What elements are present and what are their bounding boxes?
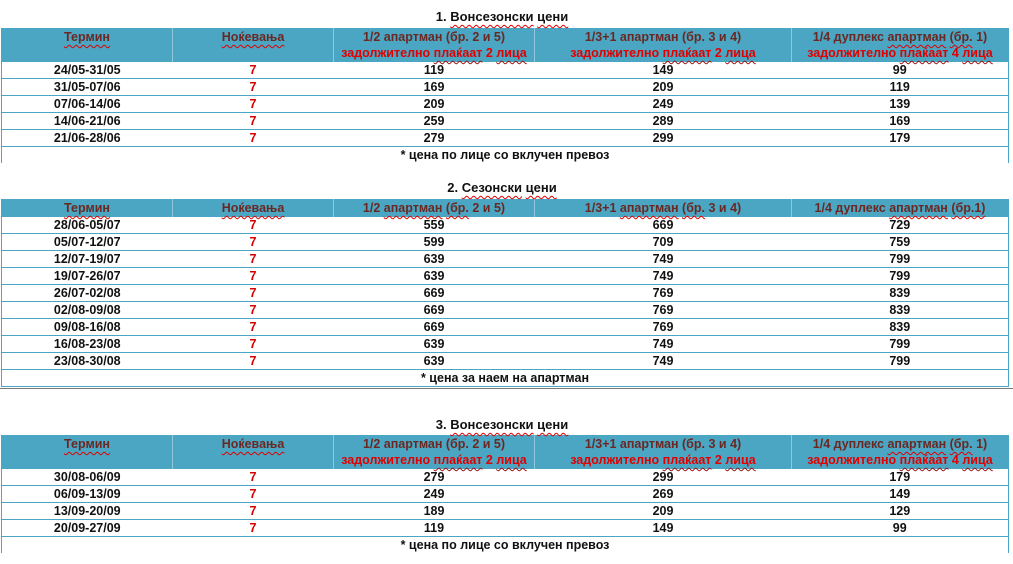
price-duplex-apartment-cell: 99 [792, 520, 1009, 537]
table-row [2, 62, 1009, 79]
column-header [173, 28, 334, 62]
table-header [2, 199, 1009, 217]
table-header [2, 28, 1009, 62]
price-duplex-apartment-cell: 729 [792, 217, 1009, 234]
table-body [2, 62, 1009, 147]
term-cell: 23/08-30/08 [2, 353, 173, 370]
price-duplex-apartment-cell: 799 [792, 268, 1009, 285]
nights-cell: 7 [173, 336, 334, 353]
misspelled-word: Термин [64, 30, 110, 44]
column-header [334, 435, 535, 469]
column-header [535, 28, 792, 62]
term-cell: 12/07-19/07 [2, 251, 173, 268]
column-header [535, 199, 792, 217]
price-duplex-apartment-cell: 169 [792, 113, 1009, 130]
term-cell: 07/06-14/06 [2, 96, 173, 113]
term-cell: 21/06-28/06 [2, 130, 173, 147]
price-duplex-apartment-cell: 179 [792, 130, 1009, 147]
footnote-row [2, 537, 1009, 554]
term-cell: 05/07-12/07 [2, 234, 173, 251]
nights-cell: 7 [173, 285, 334, 302]
term-cell: 20/09-27/09 [2, 520, 173, 537]
table-footer [2, 370, 1009, 387]
mandatory-pay-note: задолжително плаќаат 2 лица [570, 46, 756, 60]
misspelled-word: апартман [383, 201, 443, 215]
table-footnote: * цена по лице со вклучен превоз [400, 538, 610, 552]
price-half-apartment-cell: 169 [334, 79, 535, 96]
term-cell: 24/05-31/05 [2, 62, 173, 79]
table-body [2, 469, 1009, 537]
nights-cell: 7 [173, 251, 334, 268]
column-header-label: 1/2 апартман (бр. 2 и 5) [362, 201, 506, 215]
misspelled-word: плаќаат [662, 453, 712, 467]
offseason-price-table-section-3 [1, 417, 1003, 553]
price-half-apartment-cell: 669 [334, 319, 535, 336]
nights-cell: 7 [173, 503, 334, 520]
column-header-label [2, 436, 172, 452]
term-cell: 31/05-07/06 [2, 79, 173, 96]
term-cell: 09/08-16/08 [2, 319, 173, 336]
table-row [2, 486, 1009, 503]
price-third-apartment-cell: 749 [535, 268, 792, 285]
price-third-apartment-cell: 269 [535, 486, 792, 503]
mandatory-pay-note: задолжително плаќаат 2 лица [570, 453, 756, 467]
nights-cell: 7 [173, 268, 334, 285]
misspelled-word: апартман [887, 437, 947, 451]
column-header [792, 435, 1009, 469]
column-header-label: 1/2 апартман (бр. 2 и 5) [362, 437, 506, 451]
misspelled-word: Вонсезонски [450, 9, 534, 24]
price-duplex-apartment-cell: 139 [792, 96, 1009, 113]
misspelled-word: Сезонски [461, 180, 523, 195]
column-header-label: 1/3+1 апартман (бр. 3 и 4) [584, 201, 742, 215]
misspelled-word: лица [496, 46, 527, 60]
table-footer [2, 537, 1009, 554]
misspelled-word: апартман [889, 201, 948, 215]
price-duplex-apartment-cell: 799 [792, 336, 1009, 353]
term-cell: 19/07-26/07 [2, 268, 173, 285]
price-third-apartment-cell: 209 [535, 503, 792, 520]
misspelled-word: Ноќевања [221, 437, 285, 451]
misspelled-word: лица [962, 453, 993, 467]
term-cell: 30/08-06/09 [2, 469, 173, 486]
table-row [2, 469, 1009, 486]
misspelled-word: цени [537, 9, 569, 24]
misspelled-word: цени [537, 417, 569, 432]
term-cell: 16/08-23/08 [2, 336, 173, 353]
table-row [2, 251, 1009, 268]
price-third-apartment-cell: 209 [535, 79, 792, 96]
price-third-apartment-cell: 149 [535, 520, 792, 537]
price-duplex-apartment-cell: 799 [792, 251, 1009, 268]
price-third-apartment-cell: 769 [535, 302, 792, 319]
column-header-label [2, 29, 172, 45]
table-row [2, 302, 1009, 319]
footnote-row [2, 370, 1009, 387]
table-title: 3. Вонсезонски цени [435, 417, 569, 432]
header-row [2, 435, 1009, 469]
price-third-apartment-cell: 749 [535, 353, 792, 370]
mandatory-pay-note: задолжително плаќаат 2 лица [341, 46, 527, 60]
price-third-apartment-cell: 749 [535, 251, 792, 268]
nights-cell: 7 [173, 469, 334, 486]
column-header [2, 199, 173, 217]
misspelled-word: апартман [619, 201, 679, 215]
misspelled-word: лица [725, 453, 756, 467]
price-half-apartment-cell: 559 [334, 217, 535, 234]
price-table [1, 435, 1009, 553]
column-header [334, 199, 535, 217]
table-row [2, 520, 1009, 537]
price-half-apartment-cell: 279 [334, 469, 535, 486]
price-duplex-apartment-cell: 129 [792, 503, 1009, 520]
column-header-label [2, 200, 172, 216]
term-cell: 28/06-05/07 [2, 217, 173, 234]
table-row [2, 268, 1009, 285]
price-duplex-apartment-cell: 179 [792, 469, 1009, 486]
price-duplex-apartment-cell: 149 [792, 486, 1009, 503]
price-third-apartment-cell: 749 [535, 336, 792, 353]
column-header-label [173, 436, 333, 452]
misspelled-word: лица [725, 46, 756, 60]
column-header [334, 28, 535, 62]
column-header [535, 435, 792, 469]
column-header-label: 1/4 дуплекс апартман (бр. 1) [812, 437, 988, 451]
nights-cell: 7 [173, 520, 334, 537]
misspelled-word: (бр. [949, 30, 973, 44]
column-header [2, 28, 173, 62]
table-row [2, 96, 1009, 113]
price-half-apartment-cell: 119 [334, 520, 535, 537]
misspelled-word: Термин [64, 201, 110, 215]
table-footnote: * цена за наем на апартман [420, 371, 590, 385]
column-header [2, 435, 173, 469]
section-divider-line [0, 388, 1013, 389]
footnote-row [2, 147, 1009, 164]
column-header [173, 435, 334, 469]
price-duplex-apartment-cell: 759 [792, 234, 1009, 251]
header-row [2, 199, 1009, 217]
price-half-apartment-cell: 639 [334, 353, 535, 370]
price-table [1, 199, 1009, 387]
term-cell: 26/07-02/08 [2, 285, 173, 302]
header-row [2, 28, 1009, 62]
column-header-label: 1/4 дуплекс апартман (бр. 1) [812, 30, 988, 44]
offseason-price-table-section-1 [1, 9, 1003, 163]
price-half-apartment-cell: 259 [334, 113, 535, 130]
price-half-apartment-cell: 639 [334, 268, 535, 285]
price-half-apartment-cell: 119 [334, 62, 535, 79]
nights-cell: 7 [173, 62, 334, 79]
price-third-apartment-cell: 299 [535, 469, 792, 486]
column-header-label [173, 29, 333, 45]
table-row [2, 79, 1009, 96]
table-title: 1. Вонсезонски цени [435, 9, 569, 24]
column-header [792, 28, 1009, 62]
nights-cell: 7 [173, 353, 334, 370]
misspelled-word: апартман [887, 30, 947, 44]
misspelled-word: лица [496, 453, 527, 467]
table-row [2, 353, 1009, 370]
column-header-label: 1/3+1 апартман (бр. 3 и 4) [584, 30, 742, 44]
table-footer [2, 147, 1009, 164]
mandatory-pay-note: задолжително плаќаат 4 лица [807, 453, 993, 467]
misspelled-word: плаќаат [899, 46, 949, 60]
misspelled-word: Вонсезонски [450, 417, 534, 432]
price-third-apartment-cell: 299 [535, 130, 792, 147]
nights-cell: 7 [173, 486, 334, 503]
nights-cell: 7 [173, 113, 334, 130]
column-header [792, 199, 1009, 217]
nights-cell: 7 [173, 319, 334, 336]
table-row [2, 130, 1009, 147]
misspelled-word: (бр.1) [951, 201, 986, 215]
nights-cell: 7 [173, 234, 334, 251]
nights-cell: 7 [173, 302, 334, 319]
misspelled-word: (бр. [949, 437, 973, 451]
table-row [2, 336, 1009, 353]
term-cell: 06/09-13/09 [2, 486, 173, 503]
misspelled-word: Ноќевања [221, 30, 285, 44]
misspelled-word: Ноќевања [221, 201, 285, 215]
price-duplex-apartment-cell: 119 [792, 79, 1009, 96]
table-row [2, 285, 1009, 302]
price-half-apartment-cell: 669 [334, 302, 535, 319]
nights-cell: 7 [173, 96, 334, 113]
table-row [2, 217, 1009, 234]
price-half-apartment-cell: 639 [334, 251, 535, 268]
column-header-label: 1/2 апартман (бр. 2 и 5) [362, 30, 506, 44]
price-duplex-apartment-cell: 839 [792, 285, 1009, 302]
price-duplex-apartment-cell: 839 [792, 319, 1009, 336]
misspelled-word: плаќаат [433, 453, 483, 467]
term-cell: 14/06-21/06 [2, 113, 173, 130]
price-half-apartment-cell: 279 [334, 130, 535, 147]
misspelled-word: Термин [64, 437, 110, 451]
column-header-label: 1/4 дуплекс апартман (бр.1) [814, 201, 986, 215]
table-footnote: * цена по лице со вклучен превоз [400, 148, 610, 162]
misspelled-word: цени [525, 180, 557, 195]
table-row [2, 234, 1009, 251]
price-list-document [1, 0, 1003, 553]
price-half-apartment-cell: 669 [334, 285, 535, 302]
misspelled-word: лица [962, 46, 993, 60]
table-row [2, 319, 1009, 336]
season-price-table-section-2 [1, 180, 1003, 387]
price-duplex-apartment-cell: 99 [792, 62, 1009, 79]
column-header-label [173, 200, 333, 216]
price-third-apartment-cell: 769 [535, 285, 792, 302]
table-body [2, 217, 1009, 370]
table-row [2, 503, 1009, 520]
table-header [2, 435, 1009, 469]
price-third-apartment-cell: 149 [535, 62, 792, 79]
price-table [1, 28, 1009, 163]
table-title: 2. Сезонски цени [447, 180, 557, 195]
table-row [2, 113, 1009, 130]
misspelled-word: плаќаат [899, 453, 949, 467]
price-half-apartment-cell: 189 [334, 503, 535, 520]
term-cell: 13/09-20/09 [2, 503, 173, 520]
column-header [173, 199, 334, 217]
price-third-apartment-cell: 709 [535, 234, 792, 251]
price-half-apartment-cell: 639 [334, 336, 535, 353]
misspelled-word: (бр. [445, 201, 469, 215]
misspelled-word: плаќаат [433, 46, 483, 60]
price-third-apartment-cell: 669 [535, 217, 792, 234]
term-cell: 02/08-09/08 [2, 302, 173, 319]
misspelled-word: плаќаат [662, 46, 712, 60]
price-duplex-apartment-cell: 799 [792, 353, 1009, 370]
nights-cell: 7 [173, 217, 334, 234]
price-half-apartment-cell: 249 [334, 486, 535, 503]
nights-cell: 7 [173, 130, 334, 147]
price-half-apartment-cell: 209 [334, 96, 535, 113]
price-half-apartment-cell: 599 [334, 234, 535, 251]
price-third-apartment-cell: 289 [535, 113, 792, 130]
misspelled-word: (бр. [682, 201, 706, 215]
price-third-apartment-cell: 769 [535, 319, 792, 336]
column-header-label: 1/3+1 апартман (бр. 3 и 4) [584, 437, 742, 451]
mandatory-pay-note: задолжително плаќаат 4 лица [807, 46, 993, 60]
nights-cell: 7 [173, 79, 334, 96]
price-duplex-apartment-cell: 839 [792, 302, 1009, 319]
price-third-apartment-cell: 249 [535, 96, 792, 113]
mandatory-pay-note: задолжително плаќаат 2 лица [341, 453, 527, 467]
